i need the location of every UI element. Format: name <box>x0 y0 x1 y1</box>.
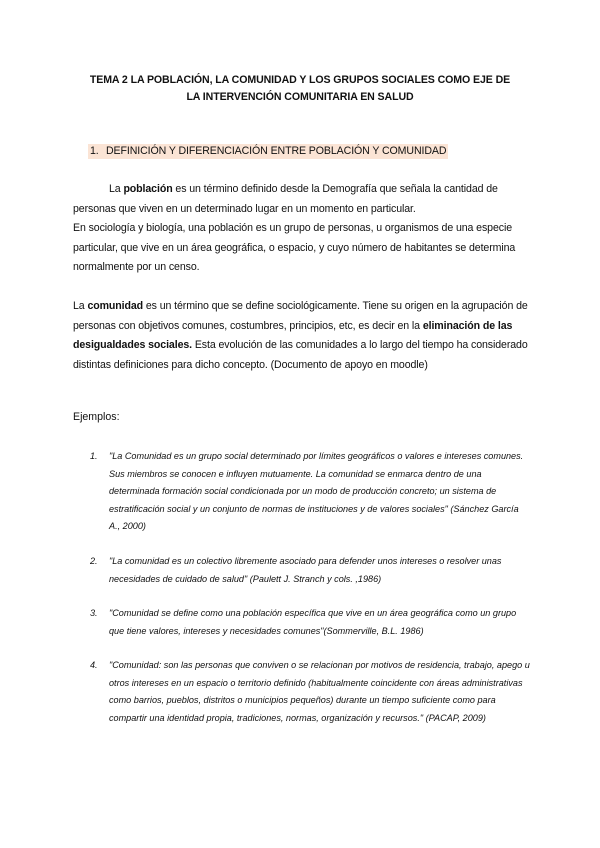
document-title <box>60 72 540 106</box>
example-text: "La Comunidad es un grupo social determinado por límites geográficos o valores e intereses comunes. Sus miembros se conocen e influyen mutuamente. La comunidad se enmarca dentro de una determinada formación social condicionada por un modo de producción concreto; un sistema de estratificación social y un conjunto de normas de instituciones y de valores sociales" (Sánchez García A., 2000) <box>109 451 524 532</box>
paragraph-poblacion-text: es un término definido desde la Demografía que señala la cantidad de personas que viven en un determinado lugar en un momento en particular. <box>73 183 498 215</box>
example-text: "Comunidad se define como una población específica que vive en un área geográfica como un grupo que tiene valores, intereses y necesidades comunes"(Sommerville, B.L. 1986) <box>109 608 517 636</box>
example-text: "La comunidad es un colectivo libremente asociado para defender unos intereses o resolver unas necesidades de cuidado de salud" (Paulett J. Stranch y cols. ,1986) <box>109 556 502 584</box>
example-item <box>90 553 530 588</box>
example-item <box>90 448 530 536</box>
section-number: 1. <box>90 145 99 157</box>
section-heading-text: DEFINICIÓN Y DIFERENCIACIÓN ENTRE POBLACIÓN Y COMUNIDAD <box>106 145 447 157</box>
example-item <box>90 605 530 640</box>
example-number: 4. <box>90 660 98 670</box>
example-number: 3. <box>90 608 98 618</box>
paragraph-poblacion-lead: La <box>109 183 124 195</box>
title-line-1: TEMA 2 LA POBLACIÓN, LA COMUNIDAD Y LOS GRUPOS SOCIALES COMO EJE DE <box>89 74 511 86</box>
term-comunidad: comunidad <box>87 300 144 312</box>
term-eliminacion-desigualdades: eliminación de las desigualdades sociales. <box>73 319 513 352</box>
example-item <box>90 657 530 727</box>
term-poblacion: población <box>123 183 173 195</box>
paragraph-comunidad-lead: La <box>73 300 88 312</box>
paragraph-comunidad-rest: Esta evolución de las comunidades a lo largo del tiempo ha considerado distintas definiciones para dicho concepto. (Documento de apoyo en moodle) <box>73 339 528 371</box>
paragraph-poblacion-sociologia: En sociología y biología, una población es un grupo de personas, u organismos de una especie particular, que vive en un área geográfica, o espacio, y cuyo número de habitantes se determina normalmente por un censo. <box>73 222 516 274</box>
paragraph-comunidad <box>73 297 535 375</box>
title-line-2: LA INTERVENCIÓN COMUNITARIA EN SALUD <box>186 91 414 103</box>
paragraph-comunidad-text: es un término que se define sociológicamente. Tiene su origen en la agrupación de personas con objetivos comunes, costumbres, principios, etc, es decir en la <box>73 300 528 332</box>
example-number: 1. <box>90 451 98 461</box>
examples-label: Ejemplos: <box>73 411 120 423</box>
example-number: 2. <box>90 556 98 566</box>
section-heading <box>88 144 448 159</box>
paragraph-poblacion <box>73 180 535 278</box>
example-text: "Comunidad: son las personas que conviven o se relacionan por motivos de residencia, trabajo, apego u otros intereses en un espacio o territorio definido (habitualmente coincidente con áreas administrativas como barrios, pueblos, distritos o municipios pequeños) durante un tiempo suficiente como para compartir una identidad propia, tradiciones, normas, organización y recursos." (PACAP, 2009) <box>109 660 530 723</box>
